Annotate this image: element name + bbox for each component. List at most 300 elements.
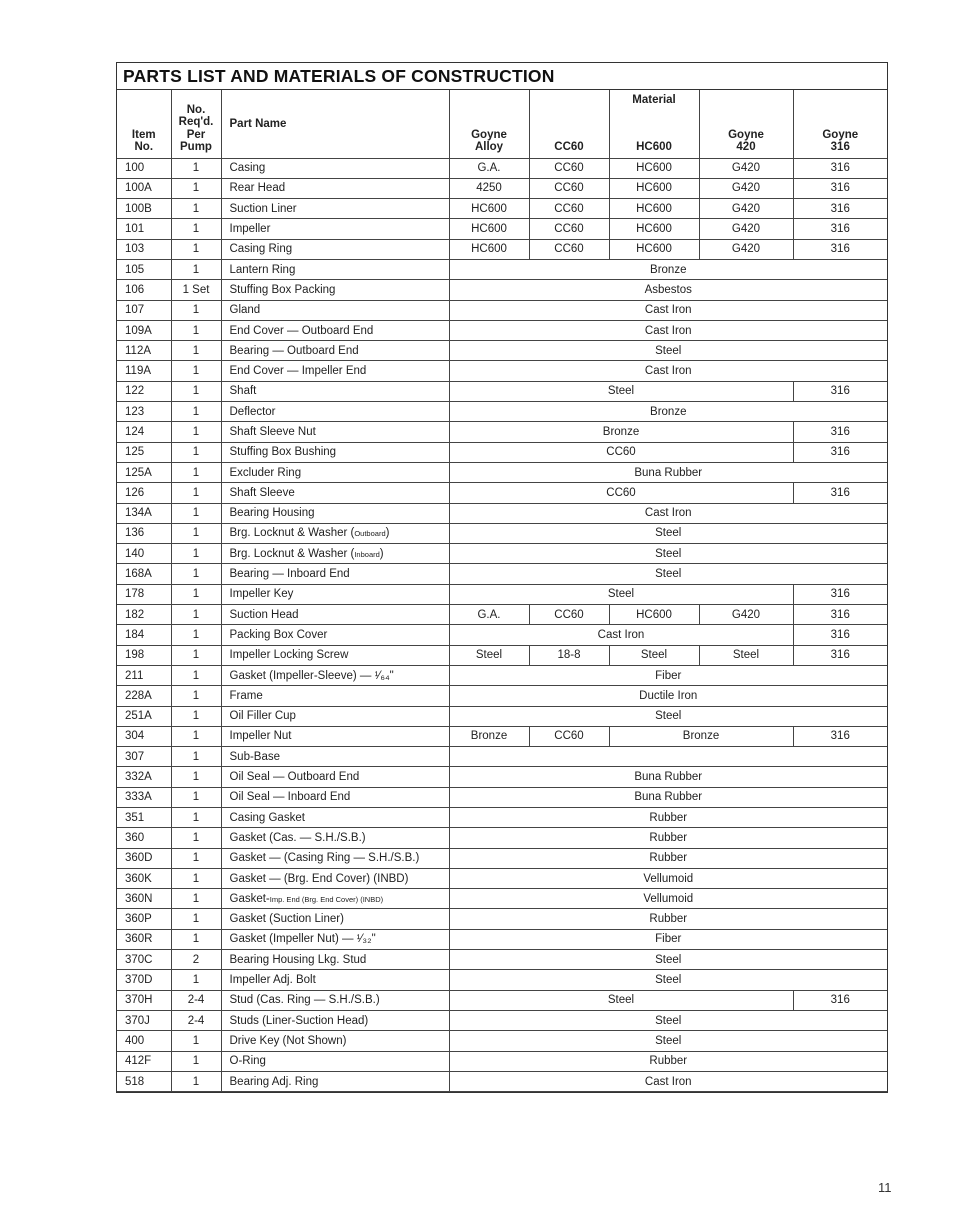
item-number-cell: 140 bbox=[117, 544, 171, 564]
qty-cell: 1 bbox=[171, 828, 221, 848]
part-name-cell: Impeller Locking Screw bbox=[221, 645, 449, 665]
item-number-cell: 360P bbox=[117, 909, 171, 929]
material-cell: CC60 bbox=[529, 178, 609, 198]
material-cell: 316 bbox=[793, 219, 887, 239]
material-cell: 4250 bbox=[449, 178, 529, 198]
part-name-cell: Bearing — Inboard End bbox=[221, 564, 449, 584]
part-name-cell: Suction Head bbox=[221, 605, 449, 625]
table-row bbox=[117, 1051, 887, 1071]
material-cell: Cast Iron bbox=[449, 320, 887, 340]
header-hc600 bbox=[609, 90, 699, 158]
item-number-cell: 333A bbox=[117, 787, 171, 807]
material-cell: CC60 bbox=[529, 605, 609, 625]
qty-cell: 1 Set bbox=[171, 280, 221, 300]
qty-cell: 1 bbox=[171, 361, 221, 381]
qty-cell: 1 bbox=[171, 199, 221, 219]
table-row bbox=[117, 665, 887, 685]
qty-cell: 1 bbox=[171, 320, 221, 340]
part-name-cell: Oil Seal — Outboard End bbox=[221, 767, 449, 787]
part-name-cell: Bearing Housing Lkg. Stud bbox=[221, 950, 449, 970]
material-cell: Fiber bbox=[449, 929, 887, 949]
table-row bbox=[117, 1031, 887, 1051]
part-name-small-text: Outboard bbox=[354, 529, 386, 539]
material-cell: Cast Iron bbox=[449, 300, 887, 320]
table-row bbox=[117, 726, 887, 746]
material-cell: CC60 bbox=[529, 219, 609, 239]
qty-cell: 1 bbox=[171, 848, 221, 868]
qty-cell: 1 bbox=[171, 747, 221, 767]
material-cell: Rubber bbox=[449, 1051, 887, 1071]
item-number-cell: 136 bbox=[117, 523, 171, 543]
part-name-cell: Bearing Adj. Ring bbox=[221, 1071, 449, 1091]
material-cell: Vellumoid bbox=[449, 868, 887, 888]
qty-cell: 1 bbox=[171, 503, 221, 523]
qty-cell: 1 bbox=[171, 868, 221, 888]
header-part-name-label: Part Name bbox=[229, 117, 287, 130]
material-cell: Steel bbox=[449, 381, 793, 401]
material-cell: HC600 bbox=[609, 239, 699, 259]
table-row bbox=[117, 239, 887, 259]
part-name-cell bbox=[221, 889, 449, 909]
table-row bbox=[117, 686, 887, 706]
qty-cell: 1 bbox=[171, 422, 221, 442]
material-cell: Ductile Iron bbox=[449, 686, 887, 706]
item-number-cell: 123 bbox=[117, 402, 171, 422]
material-cell: Rubber bbox=[449, 828, 887, 848]
item-number-cell: 304 bbox=[117, 726, 171, 746]
material-cell: Fiber bbox=[449, 665, 887, 685]
item-number-cell: 100A bbox=[117, 178, 171, 198]
item-number-cell: 370D bbox=[117, 970, 171, 990]
table-row bbox=[117, 320, 887, 340]
item-number-cell: 360R bbox=[117, 929, 171, 949]
material-cell: Cast Iron bbox=[449, 361, 887, 381]
material-cell: 316 bbox=[793, 239, 887, 259]
part-name-cell: Sub-Base bbox=[221, 747, 449, 767]
item-number-cell: 251A bbox=[117, 706, 171, 726]
header-cc60-label: CC60 bbox=[554, 141, 584, 153]
material-cell: 316 bbox=[793, 199, 887, 219]
header-goyne-316 bbox=[793, 90, 887, 158]
header-goyne-alloy-line2: Alloy bbox=[474, 141, 504, 153]
material-cell: Asbestos bbox=[449, 280, 887, 300]
item-number-cell: 125A bbox=[117, 462, 171, 482]
table-row bbox=[117, 381, 887, 401]
qty-cell: 1 bbox=[171, 239, 221, 259]
qty-cell: 1 bbox=[171, 584, 221, 604]
header-cc60 bbox=[529, 90, 609, 158]
item-number-cell: 124 bbox=[117, 422, 171, 442]
item-number-cell: 332A bbox=[117, 767, 171, 787]
qty-cell: 1 bbox=[171, 605, 221, 625]
table-row bbox=[117, 300, 887, 320]
table-row bbox=[117, 950, 887, 970]
header-goyne-alloy-line1: Goyne bbox=[471, 128, 507, 141]
part-name-tail-text: ) bbox=[385, 527, 390, 540]
qty-cell: 1 bbox=[171, 1031, 221, 1051]
qty-cell: 1 bbox=[171, 178, 221, 198]
material-cell: Steel bbox=[609, 645, 699, 665]
table-row bbox=[117, 483, 887, 503]
qty-cell: 1 bbox=[171, 970, 221, 990]
part-name-text: Gasket- bbox=[229, 892, 270, 905]
material-cell: Vellumoid bbox=[449, 889, 887, 909]
qty-cell: 1 bbox=[171, 259, 221, 279]
item-number-cell: 100 bbox=[117, 158, 171, 178]
item-number-cell: 360N bbox=[117, 889, 171, 909]
part-name-cell: Casing Ring bbox=[221, 239, 449, 259]
table-row bbox=[117, 361, 887, 381]
part-name-cell: Gasket (Cas. — S.H./S.B.) bbox=[221, 828, 449, 848]
part-name-cell: Shaft bbox=[221, 381, 449, 401]
part-name-cell: Gasket (Suction Liner) bbox=[221, 909, 449, 929]
part-name-tail-text: ) bbox=[379, 547, 384, 560]
header-no-reqd-line1: No. bbox=[186, 103, 206, 116]
material-cell: Steel bbox=[449, 584, 793, 604]
table-row bbox=[117, 828, 887, 848]
part-name-cell: Casing bbox=[221, 158, 449, 178]
part-name-cell: Bearing Housing bbox=[221, 503, 449, 523]
header-item-no-line2: No. bbox=[134, 141, 154, 153]
item-number-cell: 400 bbox=[117, 1031, 171, 1051]
part-name-text: Brg. Locknut & Washer ( bbox=[229, 527, 355, 540]
material-cell: Rubber bbox=[449, 909, 887, 929]
part-name-cell: Shaft Sleeve bbox=[221, 483, 449, 503]
item-number-cell: 109A bbox=[117, 320, 171, 340]
qty-cell: 1 bbox=[171, 402, 221, 422]
table-row bbox=[117, 929, 887, 949]
material-cell: Steel bbox=[699, 645, 793, 665]
part-name-cell: Impeller bbox=[221, 219, 449, 239]
material-cell: G.A. bbox=[449, 158, 529, 178]
header-no-reqd bbox=[171, 90, 221, 158]
part-name-cell: Impeller Key bbox=[221, 584, 449, 604]
parts-table-body bbox=[117, 158, 887, 1092]
material-cell: Bronze bbox=[449, 726, 529, 746]
item-number-cell: 370H bbox=[117, 990, 171, 1010]
material-cell: Steel bbox=[449, 544, 887, 564]
material-cell: 316 bbox=[793, 483, 887, 503]
part-name-cell: Stud (Cas. Ring — S.H./S.B.) bbox=[221, 990, 449, 1010]
table-row bbox=[117, 706, 887, 726]
material-cell: Rubber bbox=[449, 848, 887, 868]
qty-cell: 1 bbox=[171, 544, 221, 564]
table-row bbox=[117, 199, 887, 219]
material-cell: HC600 bbox=[609, 199, 699, 219]
material-cell: 316 bbox=[793, 422, 887, 442]
material-cell: G420 bbox=[699, 239, 793, 259]
qty-cell: 1 bbox=[171, 909, 221, 929]
part-name-small-text: Imp. End (Brg. End Cover) (INBD) bbox=[269, 894, 384, 904]
part-name-cell: Frame bbox=[221, 686, 449, 706]
material-cell: G420 bbox=[699, 158, 793, 178]
material-cell: 316 bbox=[793, 990, 887, 1010]
item-number-cell: 119A bbox=[117, 361, 171, 381]
header-hc600-label: HC600 bbox=[636, 141, 672, 153]
material-cell: Cast Iron bbox=[449, 625, 793, 645]
part-name-cell: Rear Head bbox=[221, 178, 449, 198]
item-number-cell: 134A bbox=[117, 503, 171, 523]
header-item-no-line1: Item bbox=[131, 128, 156, 141]
item-number-cell: 412F bbox=[117, 1051, 171, 1071]
table-row bbox=[117, 848, 887, 868]
qty-cell: 1 bbox=[171, 219, 221, 239]
header-no-reqd-line3: Per bbox=[186, 128, 206, 141]
table-title: PARTS LIST AND MATERIALS OF CONSTRUCTION bbox=[117, 63, 887, 90]
qty-cell: 1 bbox=[171, 889, 221, 909]
part-name-cell: Gasket — (Brg. End Cover) (INBD) bbox=[221, 868, 449, 888]
item-number-cell: 100B bbox=[117, 199, 171, 219]
qty-cell: 1 bbox=[171, 645, 221, 665]
part-name-small-text: Inboard bbox=[354, 549, 380, 559]
material-cell: HC600 bbox=[449, 219, 529, 239]
material-cell: CC60 bbox=[449, 483, 793, 503]
item-number-cell: 518 bbox=[117, 1071, 171, 1091]
material-cell: G420 bbox=[699, 178, 793, 198]
material-cell: HC600 bbox=[449, 199, 529, 219]
material-cell: G420 bbox=[699, 605, 793, 625]
header-part-name bbox=[221, 90, 449, 158]
material-cell: Steel bbox=[449, 706, 887, 726]
part-name-cell: Packing Box Cover bbox=[221, 625, 449, 645]
table-row bbox=[117, 990, 887, 1010]
material-cell: Buna Rubber bbox=[449, 462, 887, 482]
header-no-reqd-line4: Pump bbox=[180, 141, 212, 153]
part-name-cell: End Cover — Impeller End bbox=[221, 361, 449, 381]
material-cell: Buna Rubber bbox=[449, 767, 887, 787]
part-name-cell: Lantern Ring bbox=[221, 259, 449, 279]
item-number-cell: 182 bbox=[117, 605, 171, 625]
part-name-cell: Stuffing Box Packing bbox=[221, 280, 449, 300]
material-cell: 316 bbox=[793, 645, 887, 665]
material-cell: CC60 bbox=[529, 199, 609, 219]
header-goyne-420 bbox=[699, 90, 793, 158]
part-name-cell: Excluder Ring bbox=[221, 462, 449, 482]
table-row bbox=[117, 442, 887, 462]
item-number-cell: 112A bbox=[117, 341, 171, 361]
material-cell: HC600 bbox=[609, 178, 699, 198]
material-cell: Steel bbox=[449, 523, 887, 543]
item-number-cell: 184 bbox=[117, 625, 171, 645]
table-row bbox=[117, 422, 887, 442]
material-cell: Bronze bbox=[449, 422, 793, 442]
material-cell: 316 bbox=[793, 178, 887, 198]
material-cell: Steel bbox=[449, 1010, 887, 1030]
item-number-cell: 228A bbox=[117, 686, 171, 706]
part-name-cell: Gasket (Impeller Nut) — ¹⁄₃₂" bbox=[221, 929, 449, 949]
qty-cell: 1 bbox=[171, 462, 221, 482]
qty-cell: 1 bbox=[171, 767, 221, 787]
item-number-cell: 198 bbox=[117, 645, 171, 665]
table-row bbox=[117, 868, 887, 888]
item-number-cell: 105 bbox=[117, 259, 171, 279]
qty-cell: 1 bbox=[171, 1051, 221, 1071]
table-row bbox=[117, 503, 887, 523]
material-cell: CC60 bbox=[529, 726, 609, 746]
material-cell: 18-8 bbox=[529, 645, 609, 665]
item-number-cell: 211 bbox=[117, 665, 171, 685]
header-goyne-316-line1: Goyne bbox=[822, 128, 859, 141]
qty-cell: 1 bbox=[171, 381, 221, 401]
table-row bbox=[117, 889, 887, 909]
item-number-cell: 106 bbox=[117, 280, 171, 300]
part-name-cell: Gasket (Impeller-Sleeve) — ¹⁄₆₄" bbox=[221, 665, 449, 685]
material-cell: HC600 bbox=[609, 219, 699, 239]
material-cell: Steel bbox=[449, 990, 793, 1010]
material-cell: 316 bbox=[793, 605, 887, 625]
item-number-cell: 126 bbox=[117, 483, 171, 503]
table-row bbox=[117, 625, 887, 645]
part-name-cell bbox=[221, 523, 449, 543]
table-row bbox=[117, 341, 887, 361]
part-name-cell: Impeller Nut bbox=[221, 726, 449, 746]
material-cell: Rubber bbox=[449, 808, 887, 828]
material-cell: Steel bbox=[449, 950, 887, 970]
qty-cell: 1 bbox=[171, 158, 221, 178]
material-cell: Steel bbox=[449, 645, 529, 665]
qty-cell: 1 bbox=[171, 483, 221, 503]
item-number-cell: 351 bbox=[117, 808, 171, 828]
material-cell: HC600 bbox=[609, 158, 699, 178]
table-row bbox=[117, 808, 887, 828]
material-cell: CC60 bbox=[449, 442, 793, 462]
material-cell: Cast Iron bbox=[449, 1071, 887, 1091]
material-cell: G.A. bbox=[449, 605, 529, 625]
part-name-cell: Suction Liner bbox=[221, 199, 449, 219]
material-cell: 316 bbox=[793, 625, 887, 645]
parts-table bbox=[117, 90, 887, 1092]
part-name-cell: Oil Filler Cup bbox=[221, 706, 449, 726]
table-row bbox=[117, 767, 887, 787]
material-cell: Buna Rubber bbox=[449, 787, 887, 807]
qty-cell: 1 bbox=[171, 929, 221, 949]
material-cell: Steel bbox=[449, 341, 887, 361]
material-cell: 316 bbox=[793, 381, 887, 401]
material-cell: G420 bbox=[699, 219, 793, 239]
qty-cell: 2-4 bbox=[171, 1010, 221, 1030]
table-row bbox=[117, 747, 887, 767]
qty-cell: 1 bbox=[171, 442, 221, 462]
header-no-reqd-line2: Req'd. bbox=[178, 116, 214, 128]
item-number-cell: 101 bbox=[117, 219, 171, 239]
table-row bbox=[117, 584, 887, 604]
qty-cell: 1 bbox=[171, 341, 221, 361]
part-name-cell: Casing Gasket bbox=[221, 808, 449, 828]
material-cell: 316 bbox=[793, 584, 887, 604]
header-row bbox=[117, 90, 887, 158]
item-number-cell: 107 bbox=[117, 300, 171, 320]
table-row bbox=[117, 645, 887, 665]
part-name-cell: Gland bbox=[221, 300, 449, 320]
material-cell: Bronze bbox=[449, 402, 887, 422]
table-row bbox=[117, 523, 887, 543]
header-item-no bbox=[117, 90, 171, 158]
part-name-cell: Deflector bbox=[221, 402, 449, 422]
table-row bbox=[117, 280, 887, 300]
item-number-cell: 122 bbox=[117, 381, 171, 401]
table-row bbox=[117, 544, 887, 564]
table-row bbox=[117, 462, 887, 482]
table-row bbox=[117, 158, 887, 178]
item-number-cell: 178 bbox=[117, 584, 171, 604]
material-cell: HC600 bbox=[609, 605, 699, 625]
item-number-cell: 103 bbox=[117, 239, 171, 259]
qty-cell: 2 bbox=[171, 950, 221, 970]
table-row bbox=[117, 219, 887, 239]
page-number: 11 bbox=[878, 1180, 892, 1195]
qty-cell: 1 bbox=[171, 1071, 221, 1091]
material-cell bbox=[449, 747, 887, 767]
qty-cell: 1 bbox=[171, 808, 221, 828]
header-goyne-316-line2: 316 bbox=[830, 141, 850, 153]
qty-cell: 1 bbox=[171, 726, 221, 746]
part-name-cell: End Cover — Outboard End bbox=[221, 320, 449, 340]
table-row bbox=[117, 909, 887, 929]
qty-cell: 1 bbox=[171, 564, 221, 584]
material-cell: 316 bbox=[793, 442, 887, 462]
table-row bbox=[117, 1010, 887, 1030]
qty-cell: 1 bbox=[171, 300, 221, 320]
qty-cell: 1 bbox=[171, 665, 221, 685]
table-row bbox=[117, 1071, 887, 1091]
qty-cell: 2-4 bbox=[171, 990, 221, 1010]
material-cell: CC60 bbox=[529, 239, 609, 259]
part-name-cell: Stuffing Box Bushing bbox=[221, 442, 449, 462]
part-name-cell: O-Ring bbox=[221, 1051, 449, 1071]
part-name-cell: Gasket — (Casing Ring — S.H./S.B.) bbox=[221, 848, 449, 868]
item-number-cell: 370C bbox=[117, 950, 171, 970]
part-name-cell: Studs (Liner-Suction Head) bbox=[221, 1010, 449, 1030]
item-number-cell: 307 bbox=[117, 747, 171, 767]
table-row bbox=[117, 564, 887, 584]
table-row bbox=[117, 402, 887, 422]
item-number-cell: 168A bbox=[117, 564, 171, 584]
material-cell: 316 bbox=[793, 158, 887, 178]
table-row bbox=[117, 970, 887, 990]
qty-cell: 1 bbox=[171, 686, 221, 706]
material-cell: Steel bbox=[449, 564, 887, 584]
part-name-cell: Impeller Adj. Bolt bbox=[221, 970, 449, 990]
material-cell: Steel bbox=[449, 970, 887, 990]
table-row bbox=[117, 787, 887, 807]
material-cell: Cast Iron bbox=[449, 503, 887, 523]
item-number-cell: 125 bbox=[117, 442, 171, 462]
part-name-cell: Bearing — Outboard End bbox=[221, 341, 449, 361]
item-number-cell: 360 bbox=[117, 828, 171, 848]
material-cell: G420 bbox=[699, 199, 793, 219]
parts-list-sheet bbox=[116, 62, 888, 1093]
material-cell: Bronze bbox=[449, 259, 887, 279]
header-goyne-alloy bbox=[449, 90, 529, 158]
qty-cell: 1 bbox=[171, 787, 221, 807]
table-row bbox=[117, 178, 887, 198]
material-cell: Steel bbox=[449, 1031, 887, 1051]
table-row bbox=[117, 605, 887, 625]
qty-cell: 1 bbox=[171, 706, 221, 726]
item-number-cell: 360K bbox=[117, 868, 171, 888]
part-name-text: Brg. Locknut & Washer ( bbox=[229, 547, 355, 560]
material-cell: CC60 bbox=[529, 158, 609, 178]
qty-cell: 1 bbox=[171, 625, 221, 645]
part-name-cell: Drive Key (Not Shown) bbox=[221, 1031, 449, 1051]
part-name-cell bbox=[221, 544, 449, 564]
header-goyne-420-line1: Goyne bbox=[728, 128, 764, 141]
header-goyne-420-line2: 420 bbox=[736, 141, 756, 153]
material-cell: Bronze bbox=[609, 726, 793, 746]
material-cell: 316 bbox=[793, 726, 887, 746]
part-name-cell: Oil Seal — Inboard End bbox=[221, 787, 449, 807]
material-cell: HC600 bbox=[449, 239, 529, 259]
